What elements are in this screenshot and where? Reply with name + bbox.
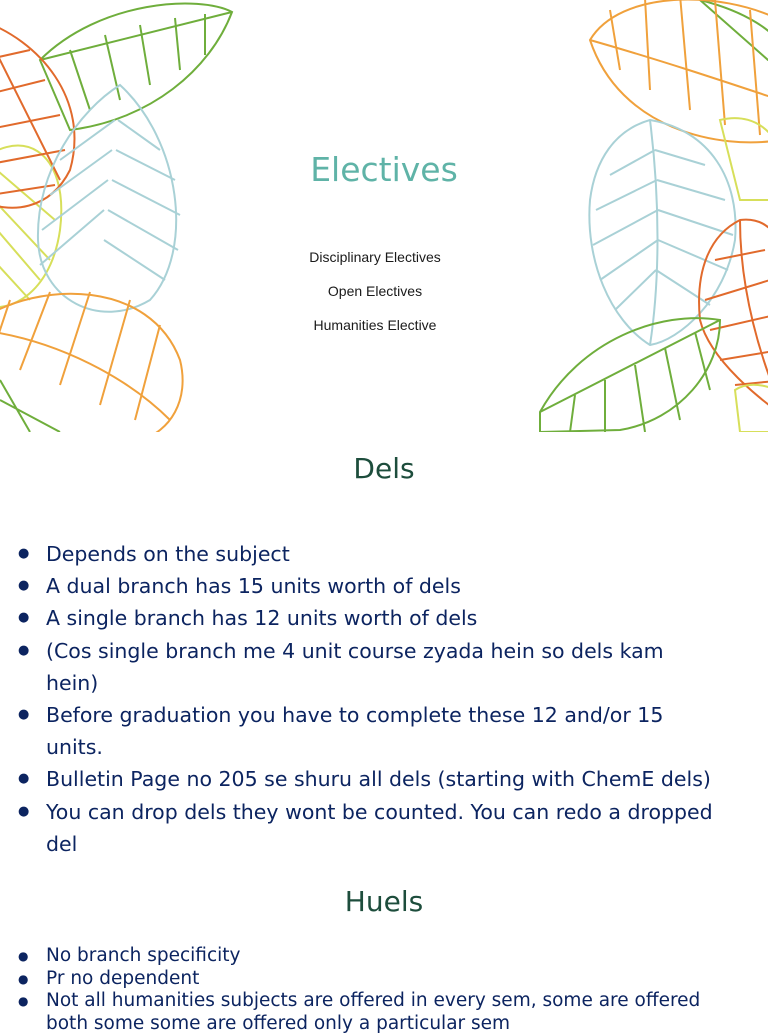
list-item: ● A dual branch has 15 units worth of dels bbox=[18, 570, 718, 602]
title-slide bbox=[0, 0, 768, 432]
list-item: ● A single branch has 12 units worth of dels bbox=[18, 602, 718, 634]
list-item: ● Before graduation you have to complete these 12 and/or 15 units. bbox=[18, 699, 718, 763]
list-item: ● (Cos single branch me 4 unit course zyada hein so dels kam hein) bbox=[18, 635, 718, 699]
list-item: ● No branch specificity bbox=[18, 945, 738, 968]
huels-bullet-list bbox=[18, 945, 738, 1035]
list-item: ● You can drop dels they wont be counted. You can redo a dropped del bbox=[18, 796, 718, 860]
humanities-elective-item: Humanities Elective bbox=[313, 317, 437, 333]
list-item: ● Not all humanities subjects are offered in every sem, some are offered both some some are offered only a particular sem bbox=[18, 990, 738, 1035]
list-item: ● Bulletin Page no 205 se shuru all dels (starting with ChemE dels) bbox=[18, 763, 718, 795]
list-item: ● Depends on the subject bbox=[18, 538, 718, 570]
dels-slide bbox=[0, 432, 768, 1034]
open-electives-item: Open Electives bbox=[327, 283, 423, 299]
dels-bullet-list bbox=[18, 538, 718, 860]
slide-title: Electives bbox=[310, 150, 458, 189]
list-item: ● Pr no dependent bbox=[18, 968, 738, 991]
huels-heading: Huels bbox=[344, 885, 424, 918]
dels-heading: Dels bbox=[353, 452, 415, 485]
disciplinary-electives-item: Disciplinary Electives bbox=[309, 249, 441, 265]
leaf-decoration-right bbox=[0, 0, 768, 432]
